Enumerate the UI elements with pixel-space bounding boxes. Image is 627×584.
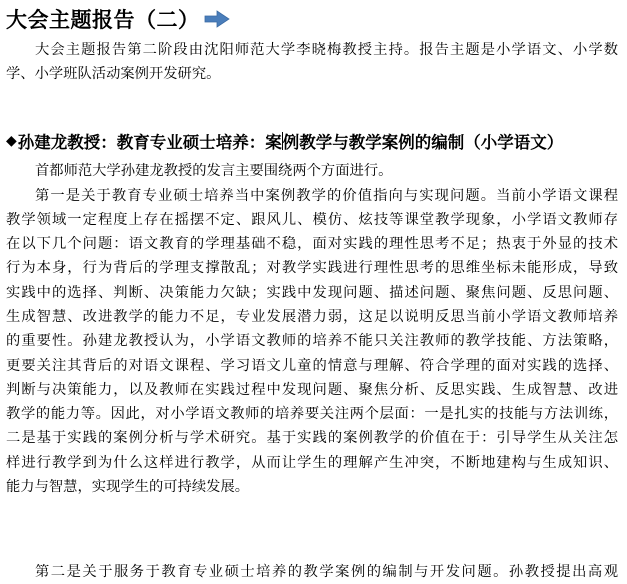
body-line: 教学领域一定程度上存在摇摆不定、跟风儿、模仿、炫技等课堂教学现象，小学语文教师存 xyxy=(6,211,618,228)
report-title-text: 大会主题报告（二） xyxy=(6,8,200,32)
body-paragraph-2 xyxy=(6,184,618,500)
body-line: 第二是关于服务于教育专业硕士培养的教学案例的编制与开发问题。孙教授提出高观 xyxy=(35,564,618,580)
body-line: 在以下几个问题：语文教育的学理基础不稳，面对实践的理性思考不足；热衷于外显的技术 xyxy=(6,236,618,253)
body-paragraph-1 xyxy=(6,159,618,183)
intro-line: 学、小学班队活动案例开发研究。 xyxy=(6,66,221,83)
speaker-name: 孙建龙教授： xyxy=(17,133,117,152)
diamond-bullet-icon: ◆ xyxy=(6,133,17,149)
topic-text-part2: 例教学与教学案例的编制（小学语文） xyxy=(282,133,564,152)
body-line: 能力与智慧，实现学生的可持续发展。 xyxy=(6,479,250,496)
body-line: 教学的能力等。因此，对小学语文教师的培养要关注两个层面：一是扎实的技能与方法训练， xyxy=(6,406,618,423)
topic-text-part1: 教育专业硕士培养：案 xyxy=(116,133,282,152)
body-line: 样进行教学到为什么这样进行教学，从而让学生的理解产生冲突，不断地建构与生成知识、 xyxy=(6,454,618,471)
body-line: 首都师范大学孙建龙教授的发言主要围绕两个方面进行。 xyxy=(35,163,393,179)
body-line: 判断与决策能力，以及教师在实践过程中发现问题、聚焦分析、反思实践、生成智慧、改进 xyxy=(6,381,618,398)
report-title xyxy=(6,4,230,34)
body-line: 行为本身，行为背后的学理支撑散乱；对教学实践进行理性思考的思维坐标未能形成，导致 xyxy=(6,260,618,277)
body-line: 生成智慧、改进教学的能力不足，专业发展潜力弱，这足以说明反思当前小学语文教师培养 xyxy=(6,308,618,325)
section-heading xyxy=(6,128,563,154)
body-paragraph-3 xyxy=(6,560,618,584)
intro-line: 大会主题报告第二阶段由沈阳师范大学李晓梅教授主持。报告主题是小学语文、小学数 xyxy=(35,42,618,58)
right-arrow-icon xyxy=(204,10,230,28)
body-line: 更要关注其背后的对语文课程、学习语文儿童的情意与理解、符合学理的面对实践的选择、 xyxy=(6,357,618,374)
body-line: 二是基于实践的案例分析与学术研究。基于实践的案例教学的价值在于：引导学生从关注怎 xyxy=(6,430,618,447)
body-line: 第一是关于教育专业硕士培养当中案例教学的价值指向与实现问题。当前小学语文课程 xyxy=(35,187,618,204)
body-line: 实践中的选择、判断、决策能力欠缺；实践中发现问题、描述问题、聚焦问题、反思问题、 xyxy=(6,284,618,301)
body-line: 的重要性。孙建龙教授认为，小学语文教师的培养不能只关注教师的教学技能、方法策略， xyxy=(6,333,618,350)
intro-paragraph xyxy=(6,38,618,87)
